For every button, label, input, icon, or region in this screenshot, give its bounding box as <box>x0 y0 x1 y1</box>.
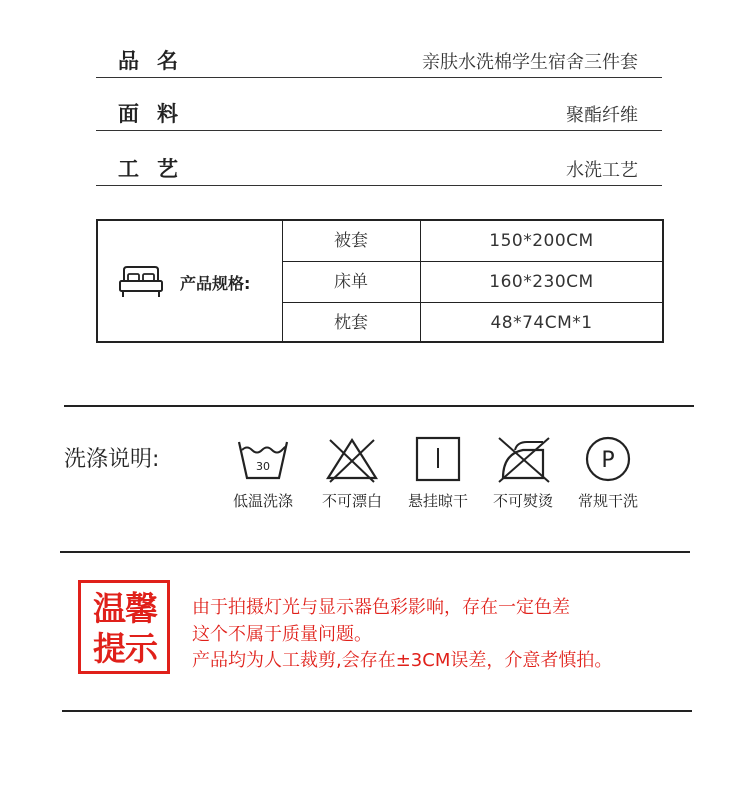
divider <box>60 551 690 553</box>
notice-line: 这个不属于质量问题。 <box>192 624 372 645</box>
wash-item-dry-clean <box>563 434 653 514</box>
notice-line: 产品均为人工裁剪,会存在±3CM误差，介意者慎拍。 <box>192 650 613 671</box>
dry-clean-p-icon <box>578 434 638 484</box>
spec-row <box>282 262 662 303</box>
info-label: 工艺 <box>118 157 196 181</box>
spec-size: 160*230CM <box>489 272 594 292</box>
divider <box>64 405 694 407</box>
notice-badge-line1: 温馨 <box>93 589 157 628</box>
spec-row <box>282 303 662 343</box>
spec-item: 被套 <box>282 221 421 261</box>
wash-temp-text: 30 <box>256 460 270 473</box>
spec-size: 150*200CM <box>489 231 594 251</box>
info-row-name <box>96 41 662 78</box>
wash-30-icon <box>233 434 293 484</box>
wash-label: 悬挂晾干 <box>407 492 468 510</box>
info-value: 亲肤水洗棉学生宿舍三件套 <box>422 52 638 73</box>
no-bleach-icon <box>322 434 382 484</box>
wash-label: 不可漂白 <box>321 492 382 510</box>
wash-item-no-bleach <box>307 434 397 514</box>
wash-item-no-iron <box>478 434 568 514</box>
info-row-fabric <box>96 94 662 131</box>
spec-header-cell <box>98 221 283 341</box>
info-label: 面料 <box>118 102 196 126</box>
wash-label: 不可熨烫 <box>492 492 553 510</box>
spec-item: 床单 <box>282 262 421 302</box>
spec-table <box>96 219 664 343</box>
info-value: 水洗工艺 <box>566 160 638 181</box>
spec-item: 枕套 <box>282 303 421 343</box>
dry-clean-letter: P <box>601 448 615 473</box>
info-row-craft <box>96 149 662 186</box>
spec-row <box>282 221 662 262</box>
wash-item-hang-dry <box>393 434 483 514</box>
no-iron-icon <box>493 434 553 484</box>
bed-icon <box>118 265 164 299</box>
info-label: 品名 <box>118 49 196 73</box>
notice-line: 由于拍摄灯光与显示器色彩影响，存在一定色差 <box>192 597 570 618</box>
spec-size: 48*74CM*1 <box>490 313 593 333</box>
info-value: 聚酯纤维 <box>566 105 638 126</box>
wash-label: 低温洗涤 <box>232 492 293 510</box>
hang-dry-icon <box>408 434 468 484</box>
notice-badge-line2: 提示 <box>93 629 157 668</box>
wash-title: 洗涤说明: <box>64 447 160 472</box>
spec-title: 产品规格: <box>180 274 251 293</box>
wash-item-low-temp <box>218 434 308 514</box>
wash-label: 常规干洗 <box>577 492 638 510</box>
divider <box>62 710 692 712</box>
notice-badge <box>78 580 170 674</box>
